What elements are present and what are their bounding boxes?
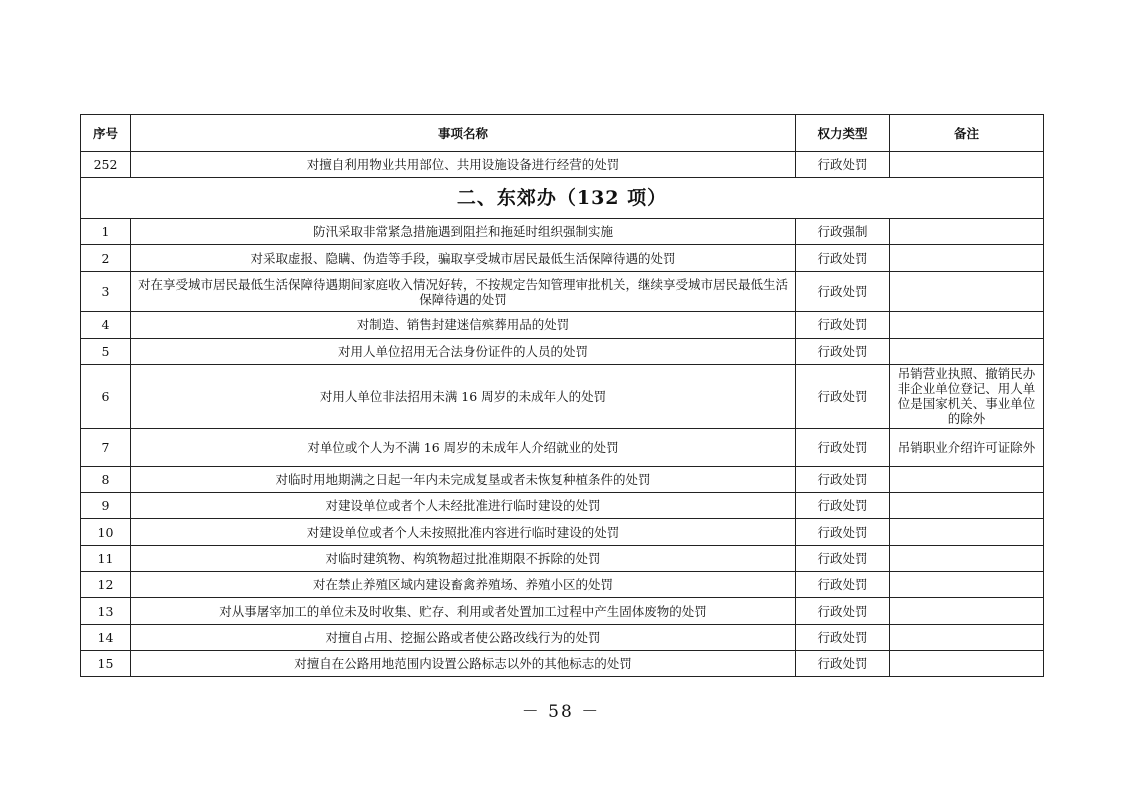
row-remarks: [890, 245, 1044, 272]
table-row: [81, 428, 1044, 466]
row-remarks: [890, 152, 1044, 178]
row-remarks: [890, 624, 1044, 650]
row-item-name: 对在禁止养殖区域内建设畜禽养殖场、养殖小区的处罚: [131, 572, 796, 598]
row-remarks: [890, 493, 1044, 519]
row-remarks: [890, 466, 1044, 492]
table-row: [81, 519, 1044, 545]
row-power-type: 行政处罚: [796, 572, 890, 598]
row-remarks: [890, 219, 1044, 245]
row-item-name: 对从事屠宰加工的单位未及时收集、贮存、利用或者处置加工过程中产生固体废物的处罚: [131, 598, 796, 624]
table-row: [81, 152, 1044, 178]
table-row: [81, 650, 1044, 676]
row-remarks: [890, 338, 1044, 364]
row-power-type: 行政处罚: [796, 364, 890, 428]
row-remarks: [890, 519, 1044, 545]
row-item-name: 防汛采取非常紧急措施遇到阻拦和拖延时组织强制实施: [131, 219, 796, 245]
table-row: [81, 312, 1044, 338]
row-number: 252: [81, 152, 131, 178]
row-power-type: 行政处罚: [796, 598, 890, 624]
row-remarks: 吊销职业介绍许可证除外: [890, 428, 1044, 466]
row-number: 10: [81, 519, 131, 545]
header-item-name: 事项名称: [131, 115, 796, 152]
row-number: 2: [81, 245, 131, 272]
row-power-type: 行政处罚: [796, 338, 890, 364]
header-number: 序号: [81, 115, 131, 152]
table-row: [81, 272, 1044, 312]
row-item-name: 对擅自占用、挖掘公路或者使公路改线行为的处罚: [131, 624, 796, 650]
header-remarks: 备注: [890, 115, 1044, 152]
row-number: 6: [81, 364, 131, 428]
table-row: [81, 624, 1044, 650]
row-power-type: 行政处罚: [796, 272, 890, 312]
section-title: 二、东郊办（132 项）: [81, 178, 1044, 219]
row-number: 14: [81, 624, 131, 650]
row-item-name: 对单位或个人为不满 16 周岁的未成年人介绍就业的处罚: [131, 428, 796, 466]
table-row: [81, 545, 1044, 571]
row-remarks: [890, 650, 1044, 676]
table-row: [81, 364, 1044, 428]
section-row: [81, 178, 1044, 219]
row-number: 7: [81, 428, 131, 466]
table-row: [81, 493, 1044, 519]
table-row: [81, 598, 1044, 624]
row-power-type: 行政处罚: [796, 245, 890, 272]
row-remarks: [890, 572, 1044, 598]
row-remarks: [890, 312, 1044, 338]
row-item-name: 对临时建筑物、构筑物超过批准期限不拆除的处罚: [131, 545, 796, 571]
row-item-name: 对建设单位或者个人未按照批准内容进行临时建设的处罚: [131, 519, 796, 545]
table-row: [81, 338, 1044, 364]
table-header-row: [81, 115, 1044, 152]
row-item-name: 对临时用地期满之日起一年内未完成复垦或者未恢复种植条件的处罚: [131, 466, 796, 492]
row-item-name: 对用人单位招用无合法身份证件的人员的处罚: [131, 338, 796, 364]
row-item-name: 对采取虚报、隐瞒、伪造等手段，骗取享受城市居民最低生活保障待遇的处罚: [131, 245, 796, 272]
row-power-type: 行政处罚: [796, 545, 890, 571]
row-power-type: 行政处罚: [796, 312, 890, 338]
row-power-type: 行政处罚: [796, 466, 890, 492]
table-row: [81, 572, 1044, 598]
row-number: 15: [81, 650, 131, 676]
row-number: 12: [81, 572, 131, 598]
row-remarks: 吊销营业执照、撤销民办非企业单位登记、用人单位是国家机关、事业单位的除外: [890, 364, 1044, 428]
row-remarks: [890, 272, 1044, 312]
row-number: 4: [81, 312, 131, 338]
row-power-type: 行政处罚: [796, 493, 890, 519]
table-row: [81, 245, 1044, 272]
table-row: [81, 466, 1044, 492]
row-item-name: 对擅自利用物业共用部位、共用设施设备进行经营的处罚: [131, 152, 796, 178]
row-number: 5: [81, 338, 131, 364]
row-power-type: 行政处罚: [796, 624, 890, 650]
row-power-type: 行政强制: [796, 219, 890, 245]
row-item-name: 对制造、销售封建迷信殡葬用品的处罚: [131, 312, 796, 338]
table-row: [81, 219, 1044, 245]
row-item-name: 对建设单位或者个人未经批准进行临时建设的处罚: [131, 493, 796, 519]
row-number: 1: [81, 219, 131, 245]
row-item-name: 对擅自在公路用地范围内设置公路标志以外的其他标志的处罚: [131, 650, 796, 676]
row-number: 13: [81, 598, 131, 624]
powers-table: [80, 114, 1044, 677]
row-item-name: 对用人单位非法招用未满 16 周岁的未成年人的处罚: [131, 364, 796, 428]
row-number: 3: [81, 272, 131, 312]
row-number: 11: [81, 545, 131, 571]
page-number: － 58 －: [521, 702, 601, 722]
row-power-type: 行政处罚: [796, 152, 890, 178]
row-power-type: 行政处罚: [796, 519, 890, 545]
row-number: 9: [81, 493, 131, 519]
row-power-type: 行政处罚: [796, 650, 890, 676]
row-number: 8: [81, 466, 131, 492]
row-remarks: [890, 598, 1044, 624]
row-power-type: 行政处罚: [796, 428, 890, 466]
row-item-name: 对在享受城市居民最低生活保障待遇期间家庭收入情况好转，不按规定告知管理审批机关，继续享受城市居民最低生活保障待遇的处罚: [131, 272, 796, 312]
header-power-type: 权力类型: [796, 115, 890, 152]
row-remarks: [890, 545, 1044, 571]
